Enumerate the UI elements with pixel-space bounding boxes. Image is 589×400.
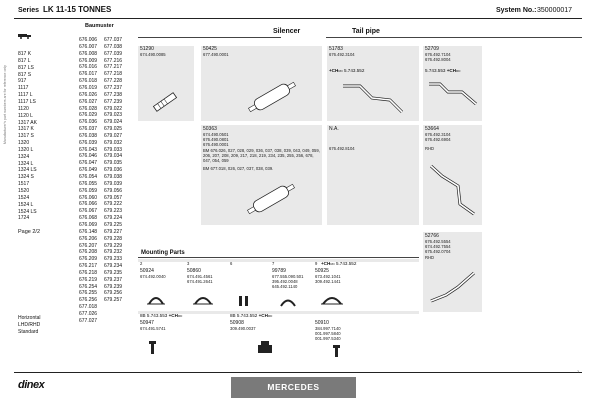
brand-bar-label: MERCEDES — [267, 382, 320, 393]
na-label: N.A. — [329, 126, 339, 132]
tailpipe-header: Tail pipe — [352, 28, 380, 35]
list-item: 679.038 — [104, 174, 123, 180]
list-item: 1120 L — [18, 112, 33, 119]
list-item: 676.046 — [79, 153, 98, 160]
list-item: 817 S — [18, 71, 32, 78]
part-number: 50425 — [203, 46, 217, 52]
mounting-ref: 395.492.0048 — [272, 279, 298, 284]
list-item: 677.027 — [79, 317, 98, 324]
mounting-ref: 674.491.2641 — [187, 279, 213, 284]
clamp-icon — [278, 294, 298, 308]
mounting-ref: 309.490.0037 — [230, 326, 256, 331]
clamp-icon — [146, 292, 166, 308]
mounting-ref: 001.997.5840 — [315, 331, 341, 336]
mounting-ref: 384.997.7140 — [315, 326, 341, 331]
part-ref: 677.490.0001 — [203, 52, 229, 57]
mounting-ref: 309.492.1441 — [315, 279, 341, 284]
list-item: 679.023 — [104, 112, 123, 119]
list-item: 676.007 — [79, 43, 98, 50]
list-item: 677.218 — [104, 71, 123, 78]
list-item: 679.223 — [104, 208, 123, 215]
list-item: 679.229 — [104, 242, 123, 249]
mounting-number: 50924 — [140, 268, 154, 274]
rubber-mount-icon — [255, 340, 275, 356]
list-item: 679.224 — [104, 215, 123, 222]
list-item: 676.255 — [79, 290, 98, 297]
list-item: 676.256 — [79, 297, 98, 304]
list-item: 679.035 — [104, 160, 123, 167]
part-number: 52766 — [425, 233, 439, 239]
list-item: 676.217 — [79, 263, 98, 270]
list-item: 677.038 — [104, 43, 123, 50]
part-ref: 676.492.3104 — [425, 132, 451, 137]
series-value: LK 11-15 TONNES — [43, 5, 112, 14]
list-item: 676.038 — [79, 132, 98, 139]
list-item: 1317 S — [18, 133, 34, 140]
list-item: 1517 — [18, 181, 30, 188]
list-item: 677.018 — [79, 304, 98, 311]
footer-standard: Standard — [18, 329, 39, 335]
list-item: 679.227 — [104, 228, 123, 235]
list-item: 676.068 — [79, 215, 98, 222]
list-item: 676.047 — [79, 160, 98, 167]
list-item: 1120 — [18, 105, 29, 112]
footer-horizontal: Horizontal — [18, 315, 41, 321]
list-item: 676.009 — [79, 57, 98, 64]
rhd-label: RHD — [425, 146, 435, 151]
part-ref: 676.492.6904 — [425, 137, 451, 142]
part-number: 51783 — [329, 46, 343, 52]
slot-label: 2 — [140, 261, 143, 266]
slot-label: 3 — [187, 261, 190, 266]
part-ref: 676.492.7104 — [425, 52, 451, 57]
footer-lhd-rhd: LHD/RHD — [18, 322, 41, 328]
mounting-title: Mounting Parts — [141, 250, 185, 256]
list-item: 679.056 — [104, 187, 123, 194]
footer-rule — [14, 369, 582, 374]
list-item: 676.019 — [79, 84, 98, 91]
list-item: 679.256 — [104, 290, 123, 297]
part-ref: 676.492.3104 — [329, 52, 355, 57]
series-label: Series — [18, 7, 40, 14]
mounting-number: 50947 — [140, 320, 154, 326]
list-item: 817 L — [18, 57, 31, 64]
mounting-ref: 674.491.5741 — [140, 326, 166, 331]
mounting-stripe — [138, 259, 419, 262]
list-item: 1724 — [18, 215, 30, 222]
silencer-drawing-icon — [245, 80, 300, 115]
part-number: 52709 — [425, 46, 439, 52]
list-item: 679.232 — [104, 249, 123, 256]
slot-label: 6 — [230, 261, 233, 266]
mounting-ref: 673.492.1041 — [315, 274, 341, 279]
list-item: 676.054 — [79, 174, 98, 180]
list-item: 679.222 — [104, 201, 123, 208]
silencer-drawing-icon — [244, 180, 299, 218]
list-item: 1320 L — [18, 146, 34, 153]
mounting-number: 50908 — [230, 320, 244, 326]
mounting-link[interactable]: 8B 5.743.553 +CHRD — [140, 313, 183, 318]
list-item: 676.218 — [79, 269, 98, 276]
mounting-ref: 645.492.1140 — [272, 284, 298, 289]
list-item: 679.033 — [104, 146, 123, 153]
list-item: 676.208 — [79, 249, 98, 256]
list-item: 1117 LS — [18, 98, 36, 105]
list-item: 679.036 — [104, 167, 123, 174]
list-item: 817 LS — [18, 64, 34, 71]
part-box-na[interactable] — [327, 125, 419, 225]
mounting-ref: 674.491.4561 — [187, 274, 213, 279]
list-item: 676.018 — [79, 78, 98, 85]
list-item: 677.238 — [104, 91, 123, 98]
bm-text: BM 676.026, 027, 028, 029, 036, 037, 038, 039, 043, 049, 059, 206, 207, 208, 209, 217, 218, 219, 234, 235, 255, 256, 678, 047, 054, 059 — [203, 148, 320, 164]
mounting-number: 50925 — [315, 268, 329, 274]
list-item: 676.055 — [79, 180, 98, 187]
list-item: 679.225 — [104, 221, 123, 228]
rule-b — [326, 37, 582, 38]
page-marker: 1 — [577, 369, 580, 374]
list-item: 677.039 — [104, 50, 123, 57]
part-ref: 676.492.5554 — [425, 239, 451, 244]
list-item: 676.207 — [79, 242, 98, 249]
list-item: 1524 LS — [18, 208, 37, 215]
list-item: 679.233 — [104, 256, 123, 263]
clamp-pipe-icon — [150, 90, 180, 115]
silencer-header: Silencer — [273, 28, 301, 35]
list-item: 679.022 — [104, 105, 123, 112]
slot-label: 9 — [315, 261, 318, 266]
list-item: 1317 AK — [18, 119, 37, 126]
list-item: 676.060 — [79, 194, 98, 201]
list-item: 1520 — [18, 188, 30, 194]
tailpipe-drawing-icon — [428, 265, 480, 309]
link-5743553[interactable]: 5.743.553 +CHRD — [425, 68, 461, 73]
tailpipe-drawing-icon — [340, 78, 415, 118]
list-item: 676.059 — [79, 187, 98, 194]
list-item: 677.026 — [79, 311, 98, 317]
mounting-number: 99789 — [272, 268, 286, 274]
list-item: 679.034 — [104, 153, 123, 160]
part-number: 51290 — [140, 46, 154, 52]
list-item: 1324 S — [18, 174, 34, 181]
rule-a — [138, 37, 281, 38]
part-ref: 676.492.8104 — [329, 146, 355, 151]
part-ref: 676.490.0801 — [203, 137, 229, 142]
list-item: 676.026 — [79, 91, 98, 98]
list-item: 676.066 — [79, 201, 98, 208]
part-ref: 676.492.8004 — [425, 57, 451, 62]
list-item: 679.239 — [104, 283, 123, 290]
list-item: 677.216 — [104, 57, 123, 64]
list-item: 677.217 — [104, 64, 123, 71]
list-item: 1317 K — [18, 126, 34, 133]
side-note: Manufacturer's part numbers are for reference only — [3, 65, 7, 144]
list-item: 679.235 — [104, 269, 123, 276]
list-item: 676.037 — [79, 126, 98, 133]
list-item: 679.039 — [104, 180, 123, 187]
list-item: 676.008 — [79, 50, 98, 57]
list-item: 1320 — [18, 140, 30, 147]
tailpipe-drawing-icon — [428, 162, 480, 222]
tailpipe-drawing-icon — [426, 80, 481, 116]
list-item: 1324 L — [18, 160, 34, 167]
list-item: 677.237 — [104, 84, 123, 91]
mounting-rule — [138, 257, 419, 258]
part-ref: 674.490.0501 — [203, 132, 229, 137]
part-number: 50363 — [203, 126, 217, 132]
list-item: 677.228 — [104, 78, 123, 85]
part-ref: 674.492.7554 — [425, 244, 451, 249]
list-item: 676.209 — [79, 256, 98, 263]
list-item: 676.027 — [79, 98, 98, 105]
list-item: 917 — [18, 78, 27, 85]
page-label: Page 2/2 — [18, 229, 41, 235]
list-item: 1524 — [18, 194, 30, 201]
list-item: 679.025 — [104, 126, 123, 133]
clamp-icon — [192, 292, 214, 308]
list-item: 676.206 — [79, 235, 98, 242]
mounting-link[interactable]: +CHRD 5.743.552 — [321, 261, 357, 266]
mounting-ref: 674.492.0040 — [140, 274, 166, 279]
list-item: 676.017 — [79, 71, 98, 78]
list-item: 676.028 — [79, 105, 98, 112]
system-value: 350000017 — [537, 7, 573, 14]
header-rule — [14, 18, 582, 19]
part-ref: 674.490.0085 — [140, 52, 166, 57]
mounting-ref: 001.997.5340 — [315, 336, 341, 341]
list-item: 676.254 — [79, 283, 98, 290]
list-item: 677.239 — [104, 98, 123, 105]
type-header — [18, 26, 32, 32]
list-item: 1324 LS — [18, 167, 37, 174]
list-item: 679.032 — [104, 139, 123, 146]
list-item: 679.024 — [104, 119, 123, 126]
mounting-ref: 677.555.090.501 — [272, 274, 304, 279]
part-ref: 676.490.0001 — [203, 142, 229, 147]
list-item: 676.006 — [79, 37, 98, 43]
list-item: 679.257 — [104, 297, 123, 304]
list-item: 1117 — [18, 85, 29, 92]
truck-icon — [18, 33, 32, 39]
rhd-label: RHD — [425, 255, 435, 260]
list-item: 1324 — [18, 153, 30, 160]
list-item: 677.037 — [104, 37, 123, 43]
bm-text-2: BM 677.018, 026, 027, 037, 038, 039. — [203, 166, 274, 171]
list-item: 676.039 — [79, 139, 98, 146]
list-item: 676.069 — [79, 221, 98, 228]
bolt-icon — [330, 344, 344, 358]
list-item: 1117 L — [18, 92, 33, 99]
list-item: 676.016 — [79, 64, 98, 71]
list-item: 676.148 — [79, 228, 98, 235]
mounting-number: 50910 — [315, 320, 329, 326]
list-item: 817 K — [18, 51, 32, 57]
model-header: Baumuster — [85, 23, 114, 29]
list-item: 676.036 — [79, 119, 98, 126]
list-item: 676.029 — [79, 112, 98, 119]
list-item: 676.043 — [79, 146, 98, 153]
part-number: 53664 — [425, 126, 439, 132]
clamp-icon — [320, 292, 344, 308]
system-label: System No.: — [496, 7, 537, 14]
mounting-link[interactable]: 8B 5.743.552 +CHRD — [230, 313, 273, 318]
list-item: 676.219 — [79, 276, 98, 283]
link-5743552[interactable]: +CHRD 5.743.552 — [329, 68, 365, 73]
list-item: 676.067 — [79, 208, 98, 215]
brand-logo: dinex — [18, 379, 45, 391]
list-item: 1524 L — [18, 201, 34, 208]
brand-bar — [231, 377, 356, 398]
list-item: 679.228 — [104, 235, 123, 242]
mounting-number: 50860 — [187, 268, 201, 274]
bolt-icon — [146, 340, 160, 356]
bracket-icon — [236, 294, 252, 308]
list-item: 679.234 — [104, 263, 123, 270]
list-item: 679.237 — [104, 276, 123, 283]
part-ref: 675.492.0704 — [425, 249, 451, 254]
list-item: 679.057 — [104, 194, 123, 201]
list-item: 679.027 — [104, 132, 123, 139]
list-item: 676.049 — [79, 167, 98, 174]
slot-label: 7 — [272, 261, 275, 266]
